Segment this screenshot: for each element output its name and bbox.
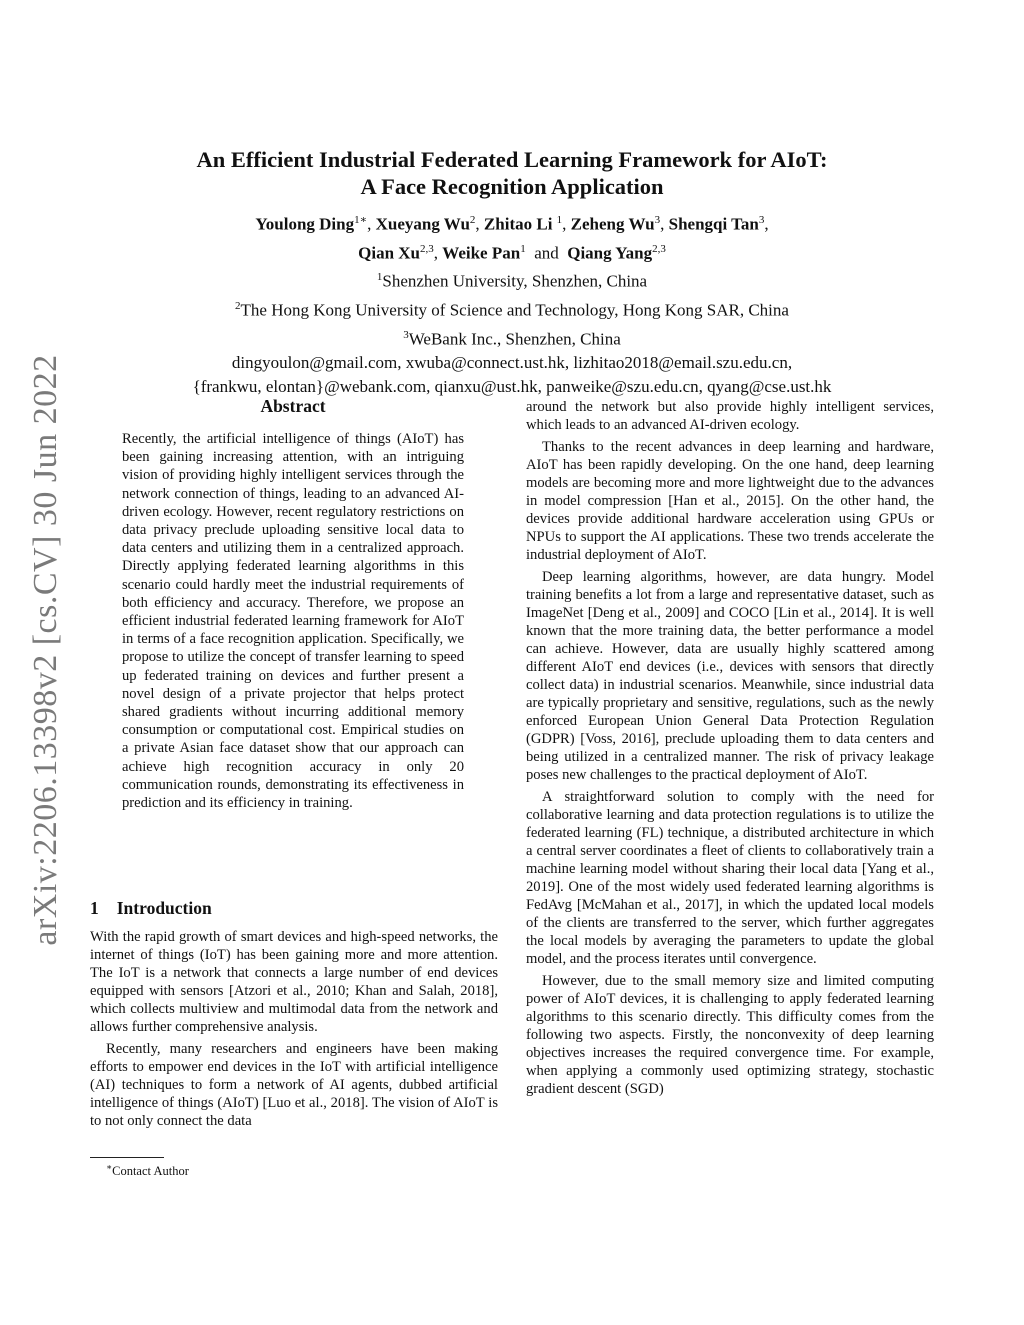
emails-line-1: dingyoulon@gmail.com, xwuba@connect.ust.hk, lizhitao2018@email.szu.edu.cn, [231,353,793,373]
section-heading-introduction [90,898,212,919]
author-sup: 3 [758,214,765,226]
author-name: Weike Pan [442,243,521,263]
footnote-rule [90,1157,164,1158]
paragraph: With the rapid growth of smart devices and high-speed networks, the internet of things (IoT) has been gaining more and more attention. The IoT is a network that connects a large number of end devices equipped with sensors [Atzori et al., 2010; Khan and Salah, 2018], which collects multiview and multimodal data from the network and allows further comprehensive analysis. [90,929,498,1035]
author-name: Youlong Ding [255,214,355,234]
title-line-1: An Efficient Industrial Federated Learning Framework for AIoT: [196,147,828,172]
footnote [106,1162,189,1179]
emails-line-2: {frankwu, elontan}@webank.com, qianxu@ust.hk, panweike@szu.edu.cn, qyang@cse.ust.hk [192,377,832,397]
author-name: Shengqi Tan [668,214,759,234]
author-sup: 1 [556,214,563,226]
affiliation-2: $^2$The Hong Kong University of Science and Technology, Hong Kong SAR, China [235,299,789,320]
footnote-text: Contact Author [112,1164,189,1179]
author-name: Zhitao Li [483,214,553,234]
author-line-2: Qian Xu$^{2,3}$, Weike Pan$^1$ and Qiang Yang$^{2,3}$ [358,242,666,263]
abstract-text: Recently, the artificial intelligence of things (AIoT) has been gaining increasing attention, with an intriguing vision of providing highly intelligent services through the network connection of things, leading to an advanced AI-driven ecology. However, recent regulatory restrictions on data privacy preclude uploading sensitive local data to data centers and utilizing them in a centralized approach. Directly applying federated learning algorithms in this scenario could hardly meet the industrial requirements of both efficiency and accuracy. Therefore, we propose an efficient industrial federated learning framework for AIoT in terms of a face recognition application. Specifically, we propose to utilize the concept of transfer learning to speed up federated training on devices and further present a novel design of a private projector that helps protect shared gradients without incurring additional memory consumption or computational cost. Empirical studies on a private Asian face dataset show that our approach can achieve high recognition accuracy in only 20 communication rounds, demonstrating its effectiveness in prediction and its efficiency in training. [122,431,464,812]
author-name: Qiang Yang [567,243,653,263]
arxiv-identifier: arXiv:2206.13398v2 [cs.CV] 30 Jun 2022 [27,354,64,946]
and-word: and [534,243,559,263]
paper-title [100,146,924,200]
arxiv-sidebar [16,330,76,970]
paragraph: Deep learning algorithms, however, are data hungry. Model training benefits a lot from a large and representative dataset, such as ImageNet [Deng et al., 2009] and COCO [Lin et al., 2014]. It is well known that the more training data, the better performance a model can achieve. However, data are usually highly scattered among different AIoT end devices (i.e., devices with sensors that directly collect data) in industrial scenarios. Meanwhile, since industrial data are typically proprietary and sensitive, regulations, such as the newly enforced European Union General Data Protection Regulation (GDPR) [Voss, 2016], preclude uploading them to data centers and being utilized in a centralized manner. The risk of privacy leakage poses new challenges to the practical deployment of AIoT. [526,569,934,783]
author-sup: 2 [469,214,476,226]
right-column [526,398,934,1102]
author-sup: 1 [520,242,526,255]
section-number: 1 [90,898,99,918]
author-block [100,208,924,399]
footnote-mark: ∗ [106,1162,113,1172]
abstract-heading: Abstract [260,396,326,416]
title-line-2: A Face Recognition Application [360,174,664,199]
paragraph: However, due to the small memory size and limited computing power of AIoT devices, it is challenging to apply federated learning algorithms to this scenario directly. This difficulty comes from the following two aspects. Firstly, the nonconvexity of deep learning objectives increases the required convergence time. For example, when applying a commonly used optimizing strategy, stochastic gradient descent (SGD) [526,973,934,1097]
paragraph: Thanks to the recent advances in deep learning and hardware, AIoT has been rapidly developing. On the one hand, deep learning models are becoming more and more lightweight due to the advances in model compression [Han et al., 2015]. On the other hand, the devices provide additional hardware acceleration using GPUs or NPUs to support the AI applications. These two trends accelerate the industrial deployment of AIoT. [526,439,934,563]
abstract-body [122,430,464,816]
author-name: Zeheng Wu [570,214,655,234]
author-name: Qian Xu [358,243,421,263]
author-sup: 2,3 [652,242,666,255]
paragraph: Recently, many researchers and engineers have been making efforts to empower end devices in the IoT with artificial intelligence (AI) techniques to form a network of AI agents, dubbed artificial intelligence of things (AIoT) [Luo et al., 2018]. The vision of AIoT is to not only connect the data [90,1041,498,1129]
paragraph: around the network but also provide highly intelligent services, which leads to an advanced AI-driven ecology. [526,399,934,433]
introduction-body [90,928,498,1134]
author-sup: 2,3 [420,242,434,255]
author-sup: 3 [654,214,661,226]
affiliation-1: $^1$Shenzhen University, Shenzhen, China [376,271,648,291]
author-line-1: Youlong Ding$^{1∗}$, Xueyang Wu$^2$, Zhitao Li $^1$, Zeheng Wu$^3$, Shengqi Tan$^3$, [255,214,769,234]
author-sup: 1∗ [354,214,368,226]
affiliation-3: $^3$WeBank Inc., Shenzhen, China [403,328,621,349]
paragraph: A straightforward solution to comply with the need for collaborative learning and data protection regulations is to utilize the federated learning (FL) technique, a distributed architecture in which a central server coordinates a fleet of clients to collaboratively train a machine learning model without sharing their local data [Yang et al., 2019]. One of the most widely used federated learning algorithms is FedAvg [McMahan et al., 2017], in which the updated local models of the clients are transferred to the server, which further aggregates the local models by averaging the parameters to update the global model, and the process iterates until convergence. [526,789,934,967]
author-name: Xueyang Wu [375,214,470,234]
section-title: Introduction [116,898,212,918]
